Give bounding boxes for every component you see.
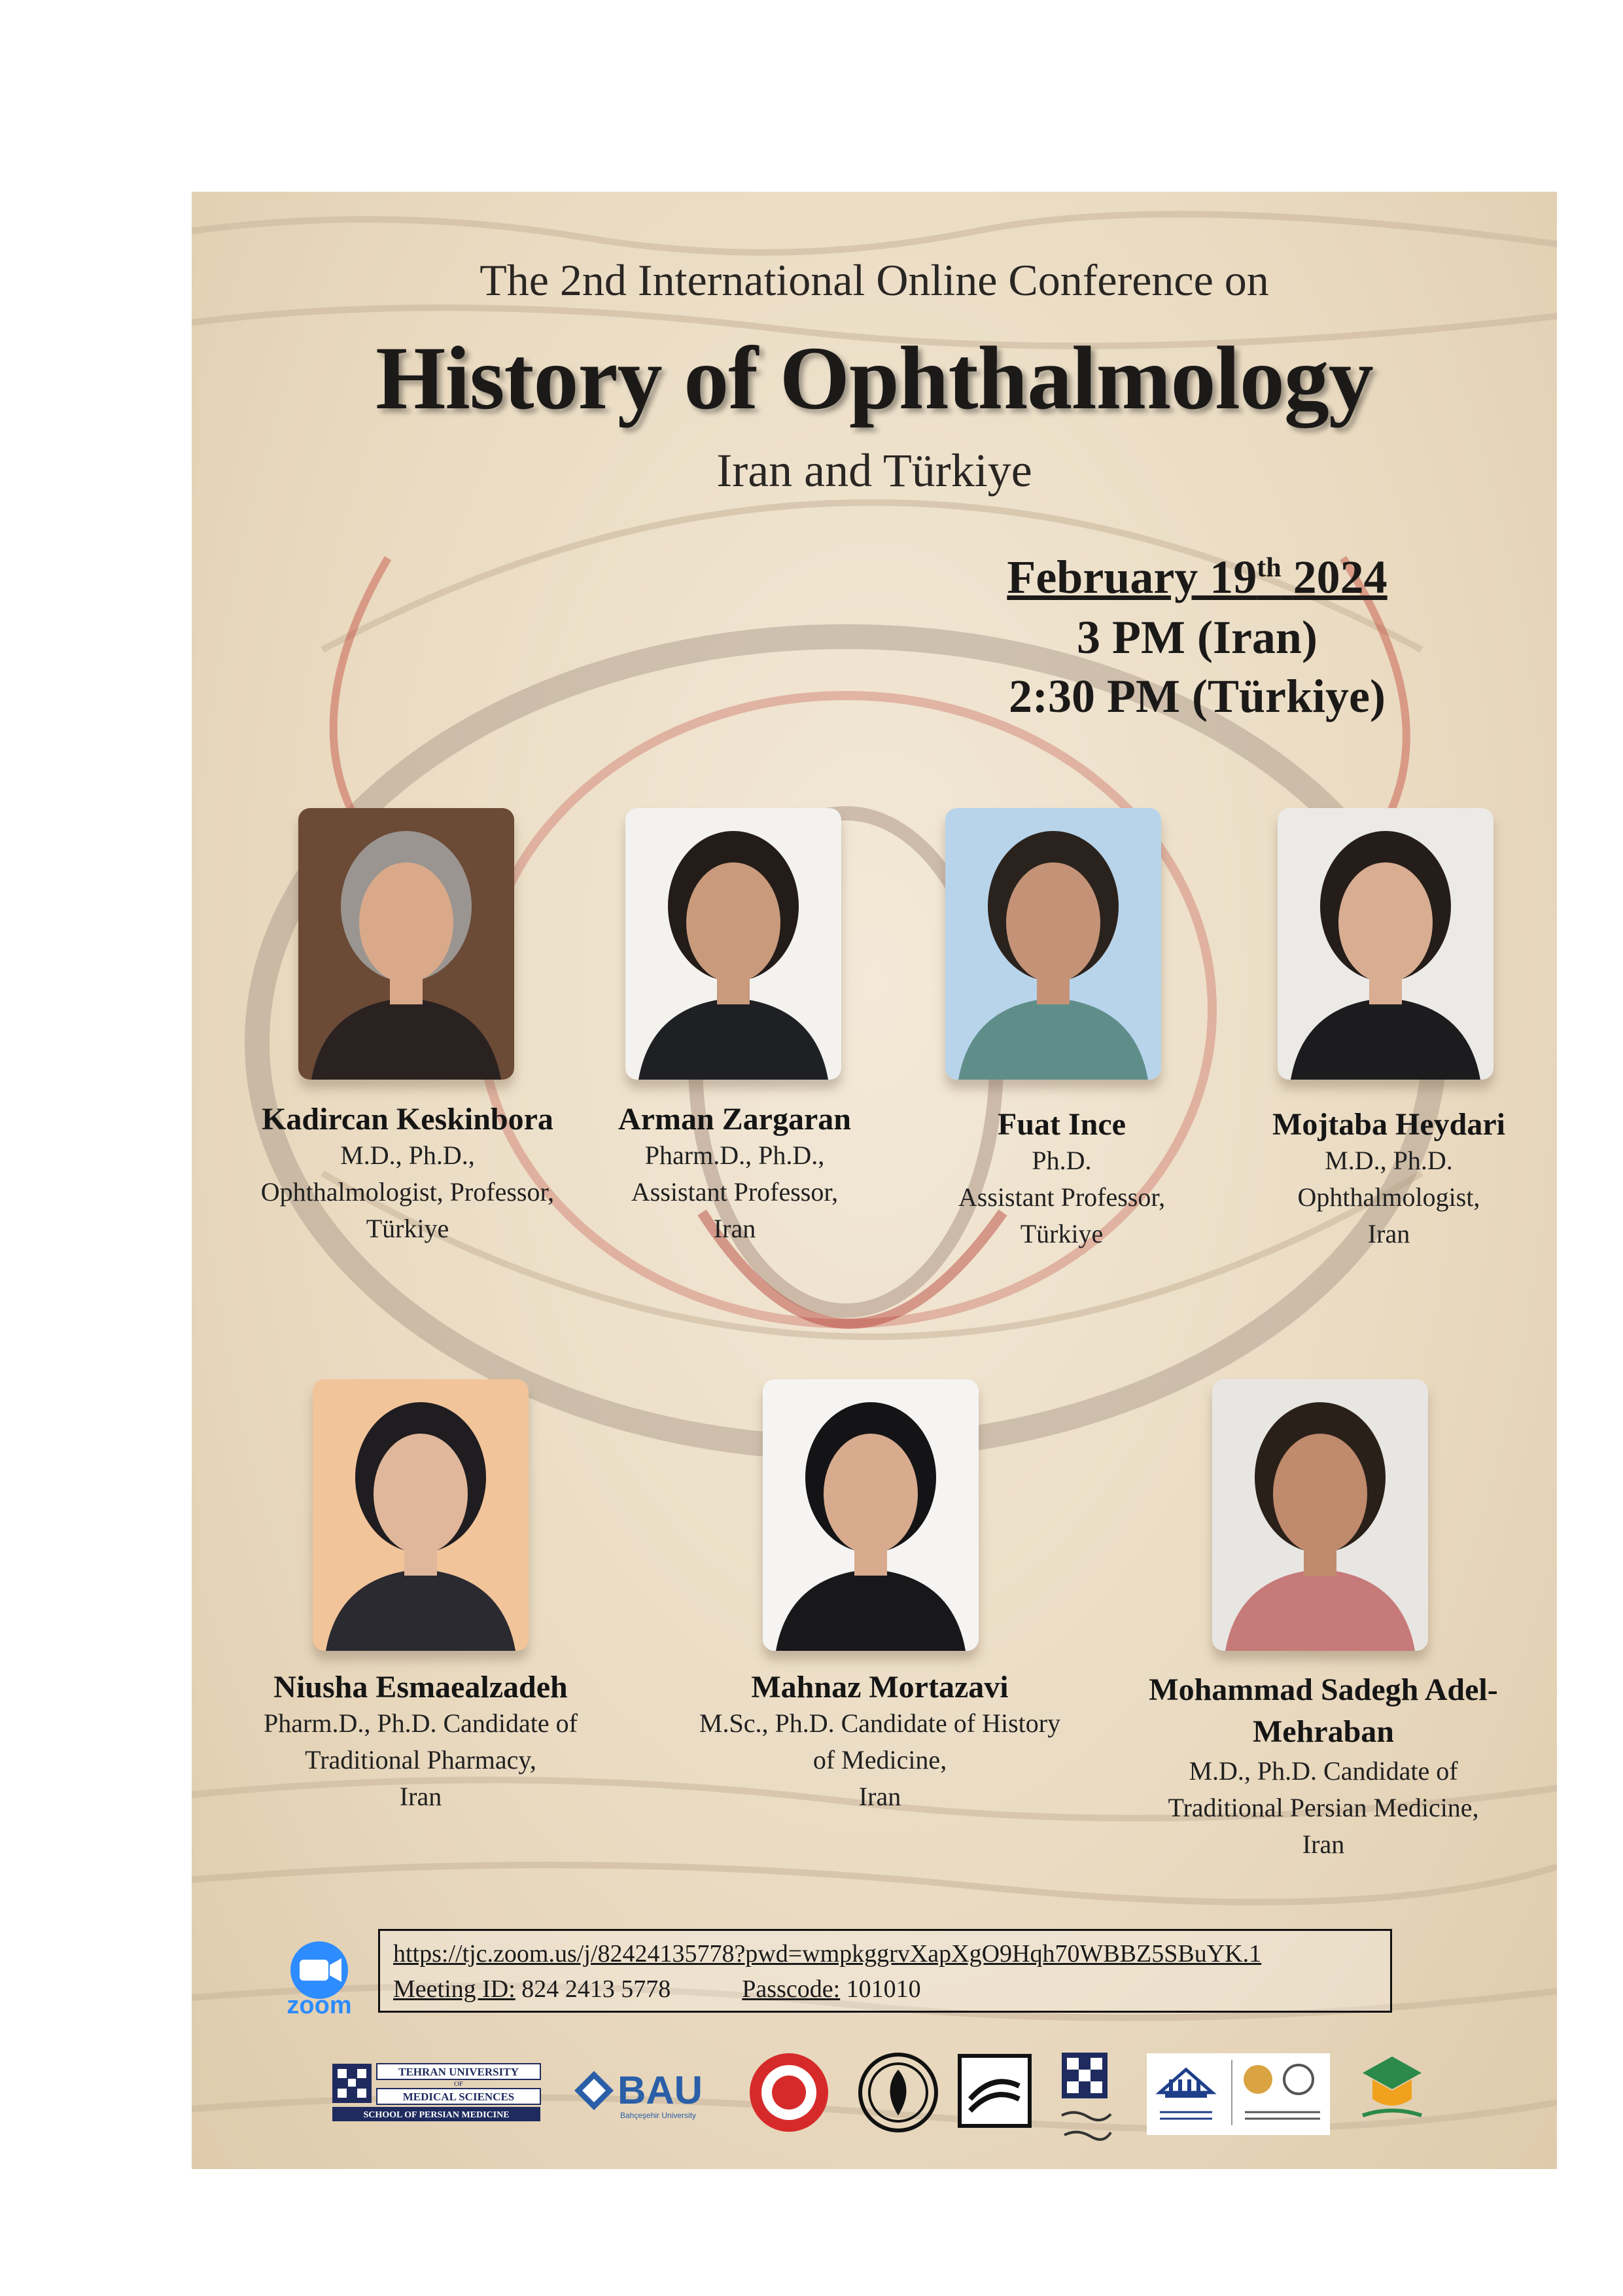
meeting-info-box [378,1929,1392,2013]
meeting-link[interactable]: https://tjc.zoom.us/j/82424135778?pwd=wmpkggrvXapXgO9Hqh70WBBZ5SBuYK.1 [393,1940,1262,1968]
speaker-title: Assistant Professor, [958,1182,1166,1212]
speaker-card [545,1101,924,1247]
speaker-degree: Pharm.D., Ph.D. Candidate of [264,1708,578,1738]
unesco-chair-logo [1147,2053,1330,2135]
speaker-photo-mohammad [1212,1379,1428,1651]
speaker-country: Türkiye [1020,1219,1104,1248]
speaker-country: Iran [858,1782,901,1811]
conference-date: February 19th 2024 [1007,551,1387,603]
portrait-image [945,808,1161,1080]
time-iran: 3 PM (Iran) [1077,611,1318,663]
speaker-title: of Medicine, [812,1745,947,1775]
speaker-name: Kadircan Keskinbora [262,1102,553,1137]
speaker-degree: M.Sc., Ph.D. Candidate of History [699,1708,1061,1738]
speaker-title: Traditional Persian Medicine, [1168,1793,1479,1822]
red-seal-logo [746,2050,831,2135]
speaker-photo-kadircan [298,808,514,1080]
speaker-photo-niusha [313,1379,529,1651]
passcode-value: 101010 [840,1975,921,2003]
speaker-country: Iran [399,1782,442,1811]
bau-text: BAU [618,2068,703,2112]
speaker-country: Iran [1302,1829,1345,1859]
speaker-name: Mojtaba Heydari [1272,1107,1505,1142]
speaker-name: Niusha Esmaealzadeh [273,1670,568,1704]
speaker-degree: Ph.D. [1032,1146,1092,1175]
speaker-country: Iran [1367,1219,1410,1248]
passcode-label: Passcode: [742,1975,841,2003]
speaker-photo-fuat [945,808,1161,1080]
speaker-photo-arman [625,808,841,1080]
time-turkiye: 2:30 PM (Türkiye) [1009,670,1386,722]
speaker-country: Iran [713,1214,756,1243]
conference-region: Iran and Türkiye [716,444,1032,497]
portrait-image [298,808,514,1080]
speaker-photo-mahnaz [763,1379,979,1651]
tums-line2: OF [453,2080,464,2088]
speaker-degree: Pharm.D., Ph.D., [644,1140,825,1170]
portrait-image [763,1379,979,1651]
tums-line4: SCHOOL OF PERSIAN MEDICINE [363,2110,510,2120]
bau-logo [568,2058,708,2123]
tums-line1: TEHRAN UNIVERSITY [398,2066,519,2078]
portrait-image [625,808,841,1080]
speaker-name: Mohammad Sadegh Adel-Mehraban [1149,1672,1498,1749]
speaker-card [677,1669,1083,1815]
tums-logo [332,2060,542,2125]
speaker-card [218,1101,597,1247]
tums-line3: MEDICAL SCIENCES [402,2091,515,2103]
conference-title: History of Ophthalmology [375,328,1373,428]
green-academy-logo [1350,2043,1435,2142]
persian-medicine-school-logo [1055,2050,1117,2155]
speaker-degree: M.D., Ph.D., [340,1140,475,1170]
speaker-title: Assistant Professor, [631,1177,839,1207]
meeting-id-value: 824 2413 5778 [515,1975,671,2003]
zoom-logo-text: zoom [287,1992,352,2017]
portrait-image [1278,808,1493,1080]
speaker-title: Traditional Pharmacy, [305,1745,536,1775]
speaker-title: Ophthalmologist, Professor, [260,1177,555,1207]
speaker-card [231,1669,610,1815]
speaker-name: Fuat Ince [998,1107,1126,1142]
zoom-logo [273,1939,365,2017]
portrait-image [1212,1379,1428,1651]
meeting-credentials [393,1971,1377,2007]
speaker-name: Arman Zargaran [618,1102,851,1137]
meeting-id-label: Meeting ID: [393,1975,515,2003]
speaker-country: Türkiye [366,1214,449,1243]
speaker-degree: M.D., Ph.D. [1325,1146,1453,1175]
speaker-title: Ophthalmologist, [1297,1182,1480,1212]
bau-subtext: Bahçeşehir University [620,2111,697,2120]
speaker-photo-mojtaba [1278,808,1493,1080]
speaker-card [872,1106,1251,1252]
conference-poster [192,192,1557,2169]
speaker-degree: M.D., Ph.D. Candidate of [1189,1756,1458,1786]
emblem-logo [856,2050,941,2135]
speaker-name: Mahnaz Mortazavi [751,1670,1009,1704]
portrait-image [313,1379,529,1651]
square-emblem-logo [957,2053,1032,2128]
conference-subtitle: The 2nd International Online Conference on [480,255,1269,305]
speaker-card [1199,1106,1557,1252]
speaker-card [1121,1669,1526,1863]
